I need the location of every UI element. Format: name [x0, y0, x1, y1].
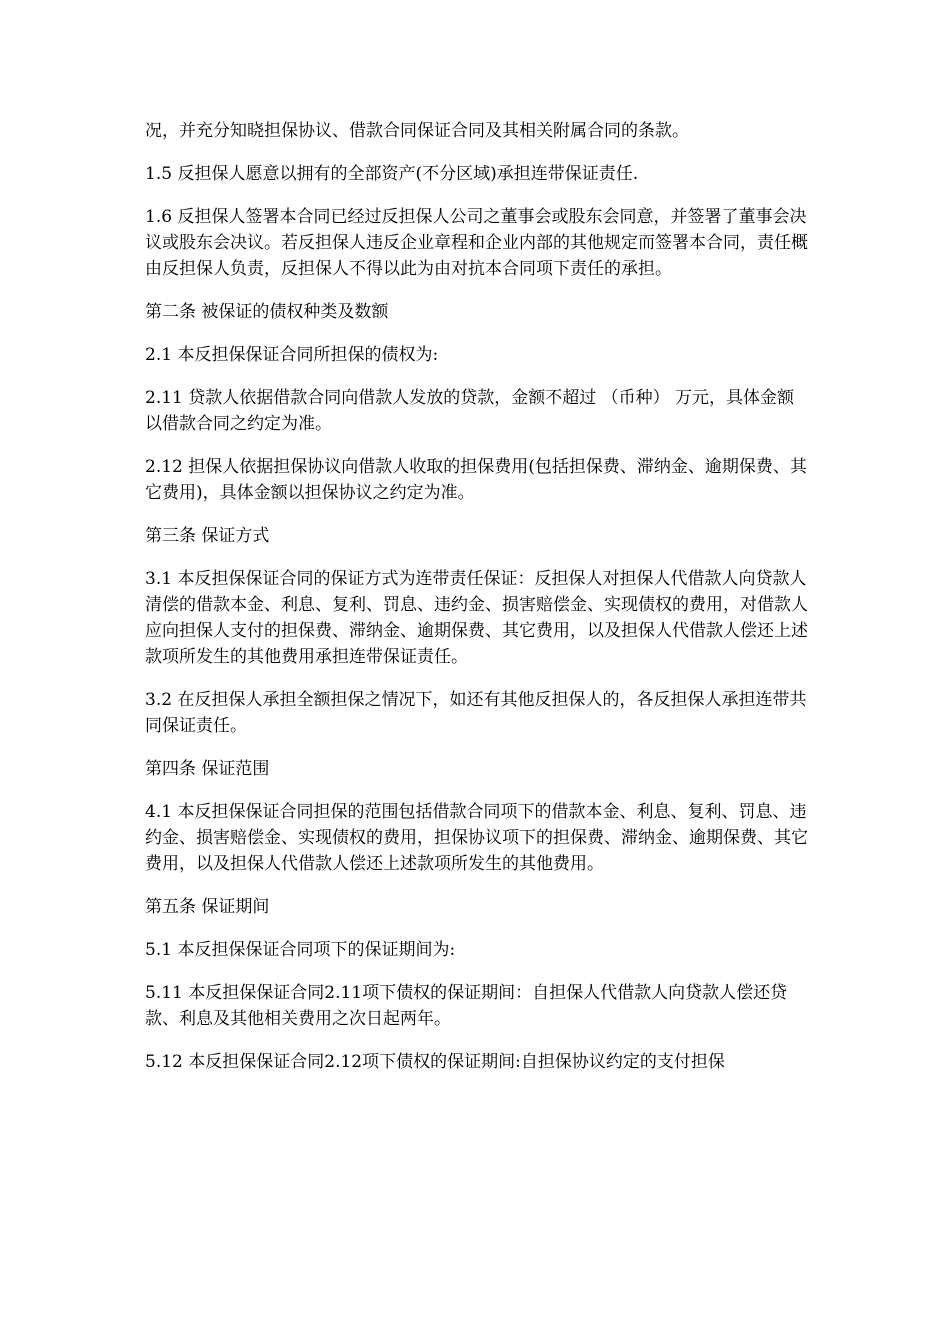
article-4-heading: 第四条 保证范围 [145, 759, 270, 779]
article-5-heading: 第五条 保证期间 [145, 897, 270, 917]
article-2-heading: 第二条 被保证的债权种类及数额 [145, 302, 389, 322]
clause-1-5: 1.5 反担保人愿意以拥有的全部资产(不分区域)承担连带保证责任. [145, 164, 639, 184]
clause-5-11: 5.11 本反担保保证合同2.11项下债权的保证期间：自担保人代借款人向贷款人偿还贷款、利息及其他相关费用之次日起两年。 [145, 983, 788, 1029]
clause-5-12: 5.12 本反担保保证合同2.12项下债权的保证期间:自担保协议约定的支付担保 [145, 1052, 725, 1072]
clause-4-1: 4.1 本反担保保证合同担保的范围包括借款合同项下的借款本金、利息、复利、罚息、违约金、损害赔偿金、实现债权的费用，担保协议项下的担保费、滞纳金、逾期保费、其它费用，以及担保人代借款人偿还上述款项所发生的其他费用。 [145, 802, 808, 874]
document-page [145, 118, 810, 1092]
clause-2-1: 2.1 本反担保保证合同所担保的债权为: [145, 345, 439, 365]
clause-5-1: 5.1 本反担保保证合同项下的保证期间为: [145, 940, 456, 960]
clause-1-6: 1.6 反担保人签署本合同已经过反担保人公司之董事会或股东会同意，并签署了董事会决议或股东会决议。若反担保人违反企业章程和企业内部的其他规定而签署本合同，责任概由反担保人负责，反担保人不得以此为由对抗本合同项下责任的承担。 [145, 207, 808, 279]
clause-2-11: 2.11 贷款人依据借款合同向借款人发放的贷款，金额不超过 （币种） 万元，具体金额以借款合同之约定为准。 [145, 388, 795, 434]
paragraph-intro-continuation: 况，并充分知晓担保协议、借款合同保证合同及其相关附属合同的条款。 [145, 121, 689, 141]
clause-3-1: 3.1 本反担保保证合同的保证方式为连带责任保证：反担保人对担保人代借款人向贷款人清偿的借款本金、利息、复利、罚息、违约金、损害赔偿金、实现债权的费用，对借款人应向担保人支付的担保费、滞纳金、逾期保费、其它费用，以及担保人代借款人偿还上述款项所发生的其他费用承担连带保证责任。 [145, 569, 808, 667]
clause-3-2: 3.2 在反担保人承担全额担保之情况下，如还有其他反担保人的，各反担保人承担连带共同保证责任。 [145, 690, 807, 736]
article-3-heading: 第三条 保证方式 [145, 526, 270, 546]
clause-2-12: 2.12 担保人依据担保协议向借款人收取的担保费用(包括担保费、滞纳金、逾期保费、其它费用)，具体金额以担保协议之约定为准。 [145, 457, 807, 503]
